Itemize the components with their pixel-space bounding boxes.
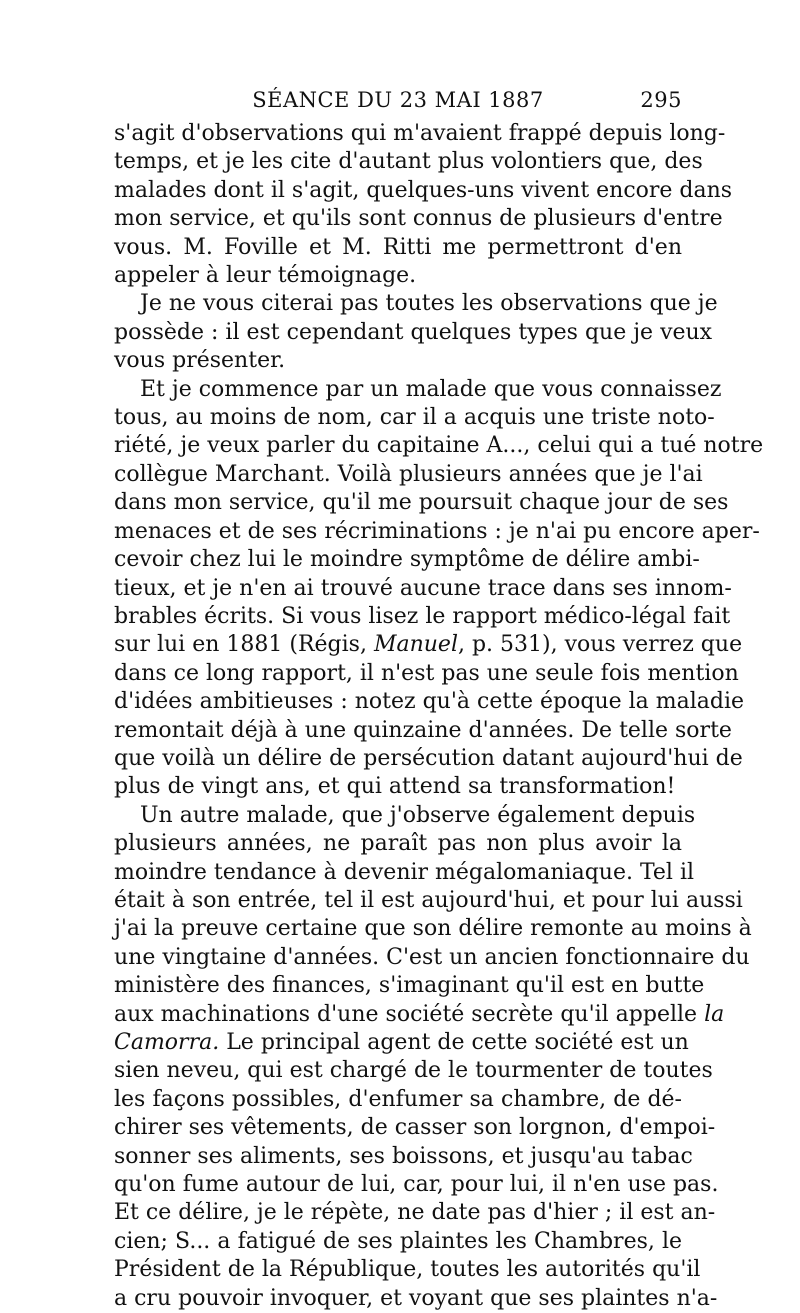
text-line: d'idées ambitieuses : notez qu'à cette époque la maladie bbox=[114, 689, 745, 715]
text-line: était à son entrée, tel il est aujourd'hui, et pour lui aussi bbox=[114, 887, 743, 913]
text-line: plusieurs années, ne paraît pas non plus avoir la bbox=[114, 831, 682, 857]
text-line: cien; S... a fatigué de ses plaintes les Chambres, le bbox=[114, 1228, 682, 1254]
text-line: les façons possibles, d'enfumer sa chambre, de dé- bbox=[114, 1086, 682, 1112]
text-fragment: aux machinations d'une société secrète qu'il appelle bbox=[114, 1001, 705, 1027]
text-line: moindre tendance à devenir mégalomaniaque. Tel il bbox=[114, 859, 695, 885]
page-number: 295 bbox=[640, 88, 682, 112]
italic-term: Camorra. bbox=[114, 1030, 220, 1055]
text-line-with-italic bbox=[114, 1001, 725, 1029]
text-line: Et ce délire, je le répète, ne date pas d'hier ; il est an- bbox=[114, 1200, 716, 1226]
page-header bbox=[114, 88, 682, 116]
paragraph-3 bbox=[114, 376, 764, 802]
text-line: dans mon service, qu'il me poursuit chaque jour de ses bbox=[114, 490, 729, 516]
text-line: qu'on fume autour de lui, car, pour lui, il n'en use pas. bbox=[114, 1172, 719, 1198]
text-line: tous, au moins de nom, car il a acquis une triste noto- bbox=[114, 405, 715, 431]
text-line-with-italic bbox=[114, 1029, 689, 1057]
text-line: temps, et je les cite d'autant plus volontiers que, des bbox=[114, 149, 703, 175]
text-line: j'ai la preuve certaine que son délire remonte au moins à bbox=[114, 916, 752, 942]
text-line: collègue Marchant. Voilà plusieurs années que je l'ai bbox=[114, 461, 703, 487]
text-line: Un autre malade, que j'observe également depuis bbox=[140, 802, 696, 828]
text-line: une vingtaine d'années. C'est un ancien fonctionnaire du bbox=[114, 944, 750, 970]
text-line: chirer ses vêtements, de casser son lorgnon, d'empoi- bbox=[114, 1115, 716, 1141]
book-page bbox=[114, 88, 764, 1311]
italic-citation: Manuel bbox=[373, 632, 458, 658]
paragraph-2 bbox=[114, 290, 718, 375]
text-line: sonner ses aliments, ses boissons, et jusqu'au tabac bbox=[114, 1143, 693, 1169]
body-text bbox=[114, 120, 764, 1313]
text-line: a cru pouvoir invoquer, et voyant que ses plaintes n'a- bbox=[114, 1285, 718, 1311]
text-fragment: sur lui en 1881 (Régis, bbox=[114, 632, 374, 658]
paragraph-4 bbox=[114, 802, 752, 1313]
text-line: Président de la République, toutes les autorités qu'il bbox=[114, 1257, 701, 1283]
text-line: s'agit d'observations qui m'avaient frappé depuis long- bbox=[114, 121, 726, 146]
text-line: possède : il est cependant quelques types que je veux bbox=[114, 319, 713, 345]
running-title: SÉANCE DU 23 MAI 1887 bbox=[252, 88, 544, 112]
text-line-with-citation bbox=[114, 631, 743, 659]
text-line: que voilà un délire de persécution datant aujourd'hui de bbox=[114, 745, 743, 771]
text-line: mon service, et qu'ils sont connus de plusieurs d'entre bbox=[114, 206, 723, 232]
text-line: tieux, et je n'en ai trouvé aucune trace dans ses innom- bbox=[114, 575, 732, 601]
text-line: cevoir chez lui le moindre symptôme de délire ambi- bbox=[114, 547, 700, 573]
italic-term: la bbox=[704, 1001, 725, 1027]
text-line: remontait déjà à une quinzaine d'années. De telle sorte bbox=[114, 717, 732, 743]
text-line: appeler à leur témoignage. bbox=[114, 263, 417, 289]
text-line: ministère des finances, s'imaginant qu'il est en butte bbox=[114, 973, 705, 999]
text-line: sien neveu, qui est chargé de le tourmenter de toutes bbox=[114, 1058, 713, 1084]
text-line: malades dont il s'agit, quelques-uns vivent encore dans bbox=[114, 177, 733, 203]
text-fragment: Le principal agent de cette société est un bbox=[219, 1030, 689, 1055]
text-line: vous. M. Foville et M. Ritti me permettront d'en bbox=[114, 234, 682, 260]
text-line: riété, je veux parler du capitaine A..., celui qui a tué notre bbox=[114, 433, 764, 459]
paragraph-1 bbox=[114, 120, 733, 290]
text-line: plus de vingt ans, et qui attend sa transformation! bbox=[114, 774, 676, 800]
text-line: vous présenter. bbox=[114, 348, 286, 374]
text-line: dans ce long rapport, il n'est pas une seule fois mention bbox=[114, 660, 739, 686]
text-line: Je ne vous citerai pas toutes les observations que je bbox=[140, 291, 718, 317]
text-line: Et je commence par un malade que vous connaissez bbox=[140, 376, 722, 402]
text-fragment: , p. 531), vous verrez que bbox=[457, 632, 743, 658]
text-line: brables écrits. Si vous lisez le rapport médico-légal fait bbox=[114, 603, 731, 629]
text-line: menaces et de ses récriminations : je n'ai pu encore aper- bbox=[114, 518, 760, 544]
